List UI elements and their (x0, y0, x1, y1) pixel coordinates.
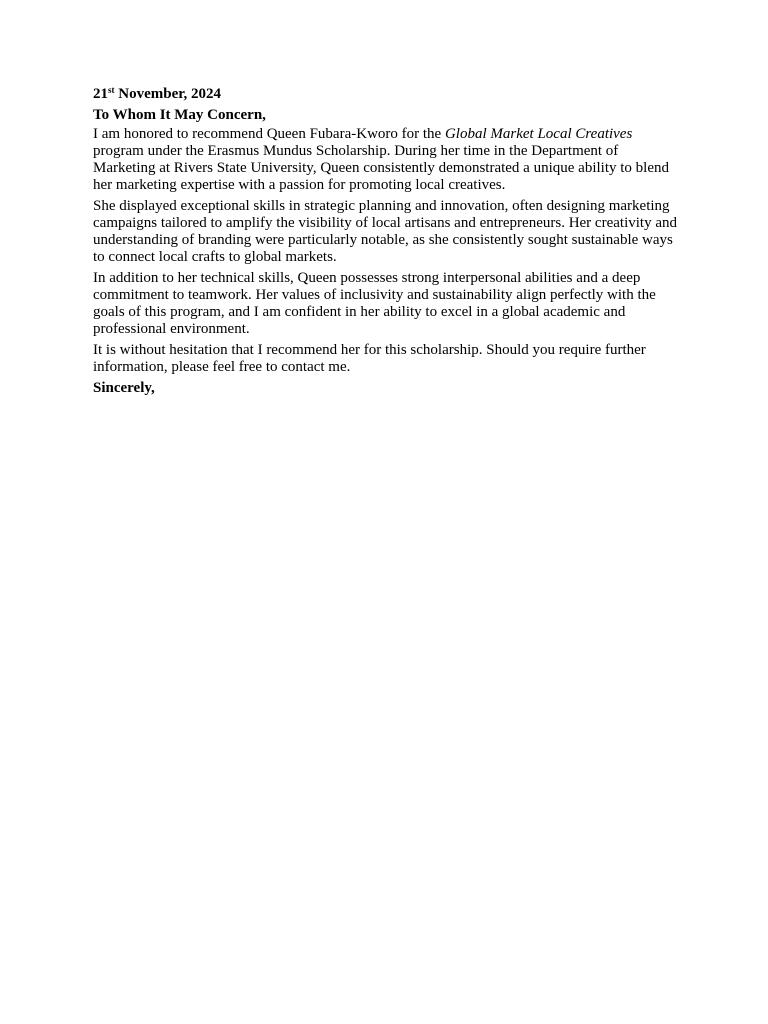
program-name: Global Market Local Creatives (444, 126, 633, 142)
date-day: 21 (93, 86, 108, 102)
date-ordinal-suffix: st (108, 85, 115, 95)
letter-date (93, 86, 683, 103)
salutation: To Whom It May Concern, (93, 107, 266, 123)
closing: Sincerely, (93, 380, 155, 396)
paragraph-skills: She displayed exceptional skills in strategic planning and innovation, often designing marketing campaigns tailored to amplify the visibility of local artisans and entrepreneurs. Her creativity and understanding of branding were particularly notable, as she consistently sought sustainable ways to connect local crafts to global markets. (93, 198, 677, 265)
paragraph-interpersonal: In addition to her technical skills, Queen possesses strong interpersonal abilities and a deep commitment to teamwork. Her values of inclusivity and sustainability align perfectly with the goals of this program, and I am confident in her ability to excel in a global academic and professional environment. (93, 270, 656, 337)
letter-body (93, 86, 683, 397)
paragraph-introduction-end: program under the Erasmus Mundus Scholarship. During her time in the Department of Marketing at Rivers State University, Queen consistently demonstrated a unique ability to blend her marketing expertise with a passion for promoting local creatives. (93, 143, 669, 193)
date-month-year: November, 2024 (114, 86, 222, 102)
paragraph-introduction (93, 126, 683, 194)
paragraph-introduction-start: I am honored to recommend Queen Fubara-Kworo for the (93, 126, 445, 142)
paragraph-recommendation: It is without hesitation that I recommend her for this scholarship. Should you require further information, please feel free to contact me. (93, 342, 646, 375)
